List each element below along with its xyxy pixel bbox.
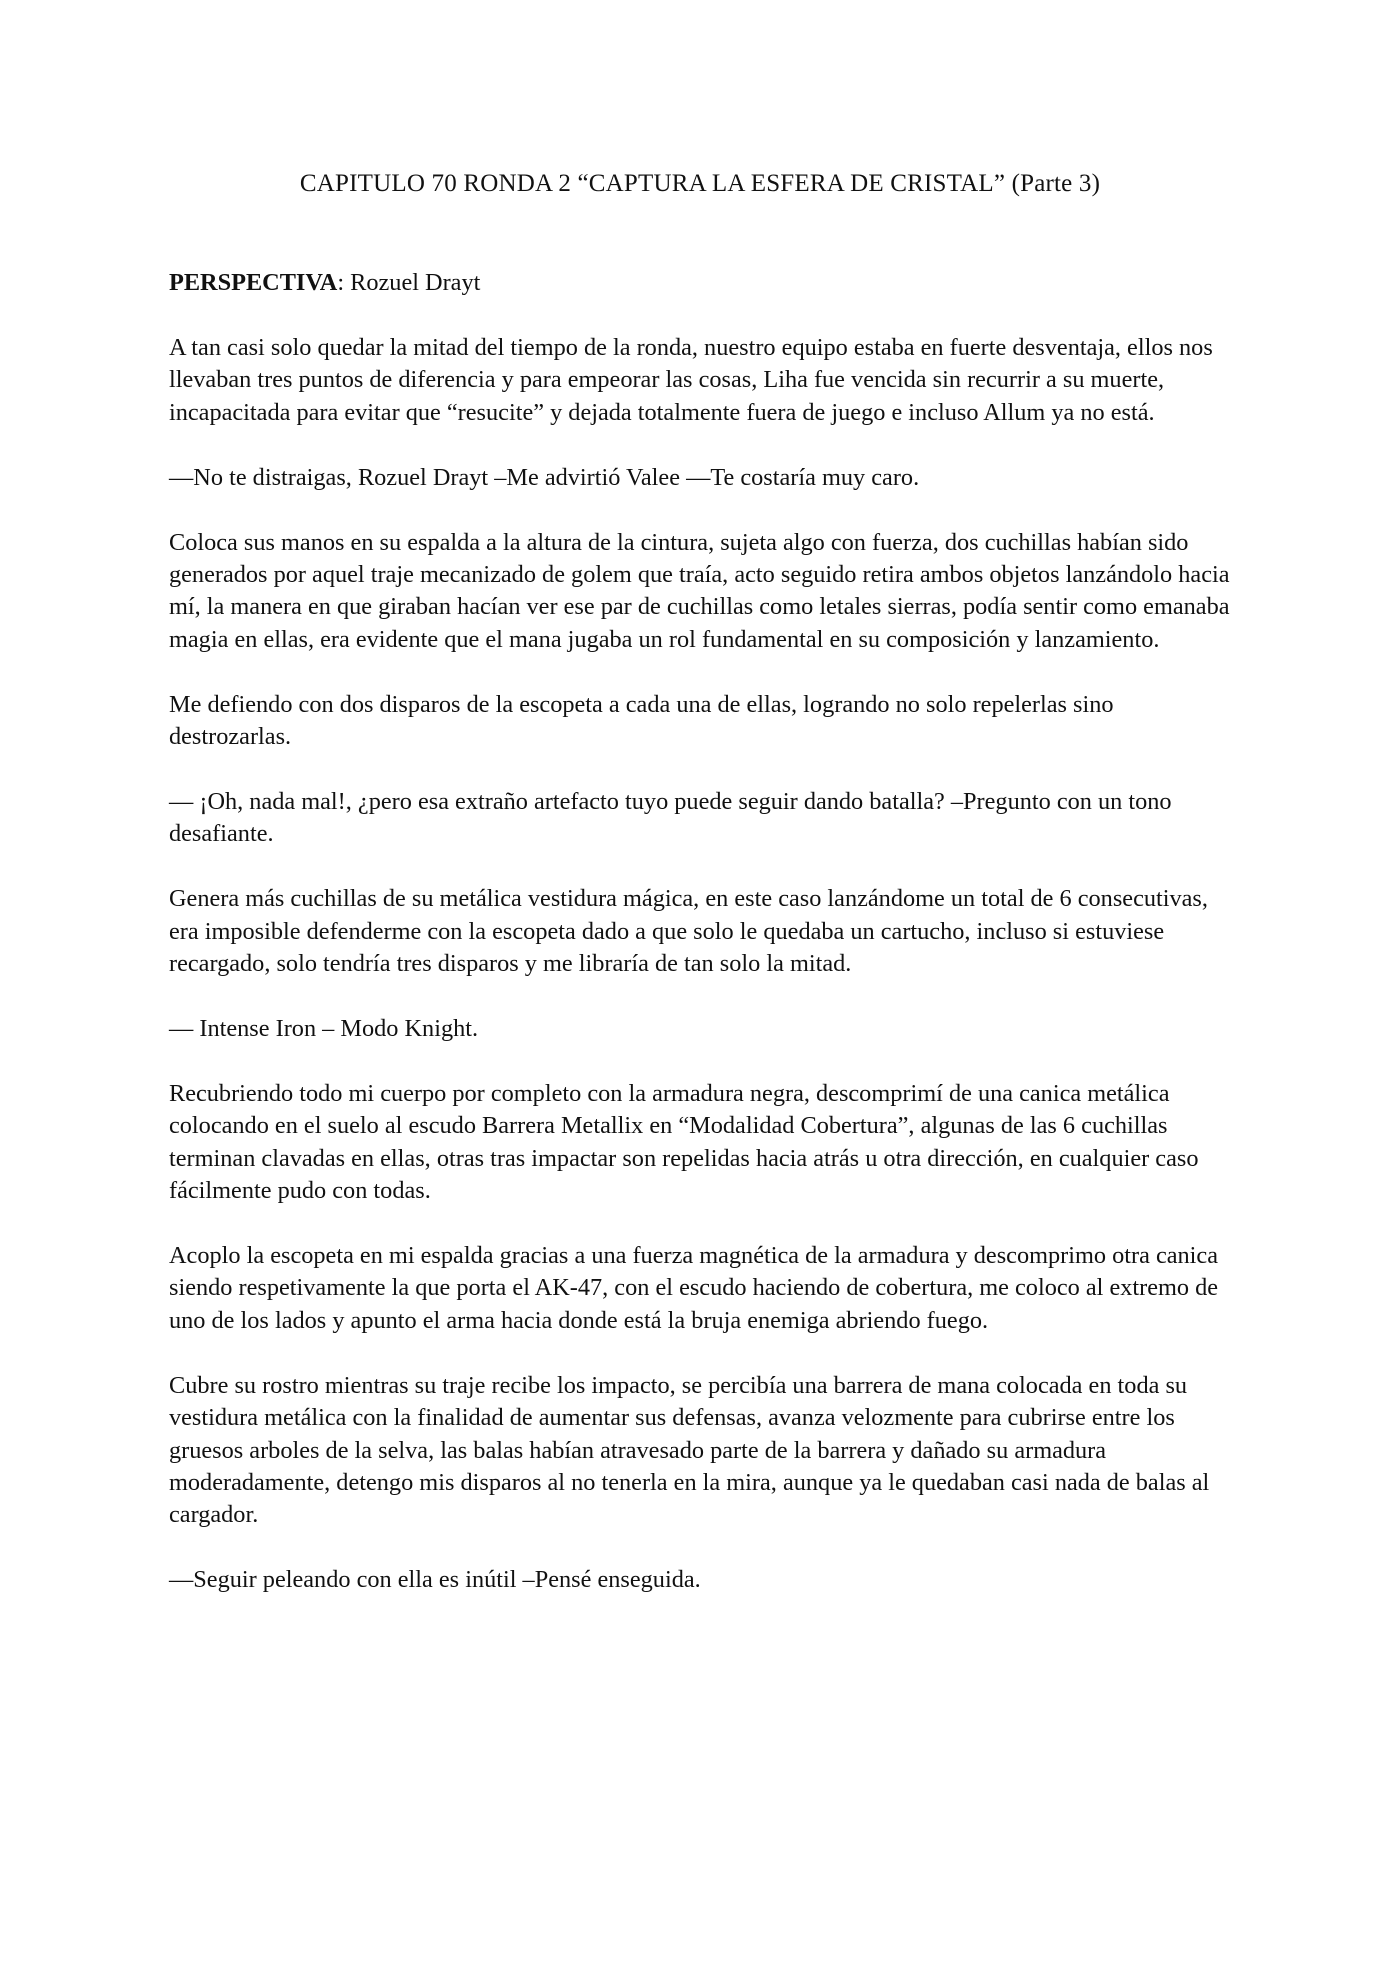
paragraph: Coloca sus manos en su espalda a la altura de la cintura, sujeta algo con fuerza, dos cuchillas habían sido generados por aquel traje mecanizado de golem que traía, acto seguido retira ambos objetos lanzándolo hacia mí, la manera en que giraban hacían ver ese par de cuchillas como letales sierras, podía sentir como emanaba magia en ellas, era evidente que el mana jugaba un rol fundamental en su composición y lanzamiento. [169,528,1230,653]
paragraph: Cubre su rostro mientras su traje recibe los impacto, se percibía una barrera de mana colocada en toda su vestidura metálica con la finalidad de aumentar sus defensas, avanza velozmente para cubrirse entre los gruesos arboles de la selva, las balas habían atravesado parte de la barrera y dañado su armadura moderadamente, detengo mis disparos al no tenerla en la mira, aunque ya le quedaban casi nada de balas al cargador. [169,1371,1210,1529]
paragraph: Recubriendo todo mi cuerpo por completo con la armadura negra, descomprimí de una canica metálica colocando en el suelo al escudo Barrera Metallix en “Modalidad Cobertura”, algunas de las 6 cuchillas terminan clavadas en ellas, otras tras impactar son repelidas hacia atrás u otra dirección, en cualquier caso fácilmente pudo con todas. [169,1079,1199,1205]
paragraph: Acoplo la escopeta en mi espalda gracias a una fuerza magnética de la armadura y descomprimo otra canica siendo respetivamente la que porta el AK-47, con el escudo haciendo de cobertura, me coloco al extremo de uno de los lados y apunto el arma hacia donde está la bruja enemiga abriendo fuego. [169,1242,1219,1334]
paragraph: — ¡Oh, nada mal!, ¿pero esa extraño artefacto tuyo puede seguir dando batalla? –Pregunto con un tono desafiante. [169,787,1172,848]
paragraph: —Seguir peleando con ella es inútil –Pensé enseguida. [169,1566,701,1594]
document-body [169,267,1239,1629]
paragraph: —No te distraigas, Rozuel Drayt –Me advirtió Valee —Te costaría muy caro. [169,463,920,491]
perspective-label: PERSPECTIVA [169,269,338,296]
perspective-name: : Rozuel Drayt [337,269,481,296]
paragraph: Genera más cuchillas de su metálica vestidura mágica, en este caso lanzándome un total de 6 consecutivas, era imposible defenderme con la escopeta dado a que solo le quedaba un cartucho, incluso si estuviese recargado, solo tendría tres disparos y me libraría de tan solo la mitad. [169,885,1208,978]
chapter-title: CAPITULO 70 RONDA 2 “CAPTURA LA ESFERA DE CRISTAL” (Parte 3) [299,170,1101,197]
perspective-line [169,267,1239,299]
paragraph: A tan casi solo quedar la mitad del tiempo de la ronda, nuestro equipo estaba en fuerte desventaja, ellos nos llevaban tres puntos de diferencia y para empeorar las cosas, Liha fue vencida sin recurrir a su muerte, incapacitada para evitar que “resucite” y dejada totalmente fuera de juego e incluso Allum ya no está. [169,333,1213,426]
paragraph: Me defiendo con dos disparos de la escopeta a cada una de ellas, logrando no solo repelerlas sino destrozarlas. [169,690,1114,751]
paragraph: — Intense Iron – Modo Knight. [169,1015,479,1042]
